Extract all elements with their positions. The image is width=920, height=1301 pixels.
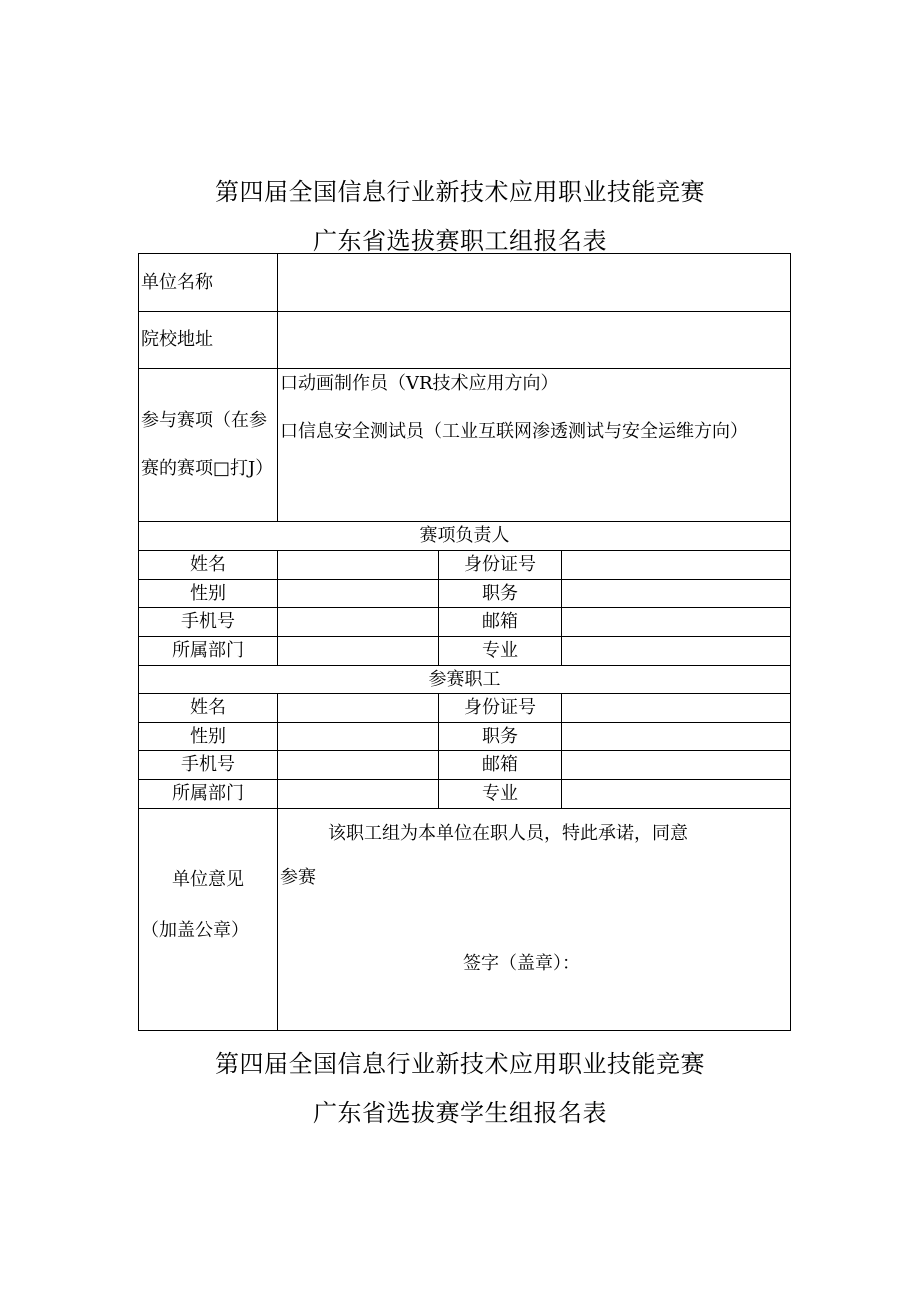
participant-position-label: 职务 bbox=[439, 723, 562, 751]
next-form-title-line1: 第四届全国信息行业新技术应用职业技能竞赛 bbox=[215, 1050, 705, 1078]
participant-position-field[interactable] bbox=[562, 723, 791, 751]
event-label: 参与赛项（在参赛的赛项□打J） bbox=[139, 369, 278, 522]
participant-phone-field[interactable] bbox=[278, 751, 439, 780]
form-title-line2: 广东省选拔赛职工组报名表 bbox=[313, 227, 607, 255]
leader-position-field[interactable] bbox=[562, 580, 791, 608]
participant-name-label: 姓名 bbox=[139, 694, 278, 723]
school-address-field[interactable] bbox=[278, 312, 791, 369]
participant-gender-label: 性别 bbox=[139, 723, 278, 751]
participant-name-field[interactable] bbox=[278, 694, 439, 723]
leader-email-field[interactable] bbox=[562, 608, 791, 637]
participant-department-field[interactable] bbox=[278, 780, 439, 809]
opinion-content-cell bbox=[278, 809, 791, 1031]
participant-gender-field[interactable] bbox=[278, 723, 439, 751]
participant-id-field[interactable] bbox=[562, 694, 791, 723]
leader-department-field[interactable] bbox=[278, 637, 439, 666]
leader-gender-label: 性别 bbox=[139, 580, 278, 608]
unit-name-field[interactable] bbox=[278, 254, 791, 312]
participant-id-label: 身份证号 bbox=[439, 694, 562, 723]
participant-email-field[interactable] bbox=[562, 751, 791, 780]
opinion-sublabel: （加盖公章） bbox=[141, 920, 249, 941]
participant-section-header: 参赛职工 bbox=[139, 666, 791, 694]
participant-major-label: 专业 bbox=[439, 780, 562, 809]
participant-phone-label: 手机号 bbox=[139, 751, 278, 780]
leader-position-label: 职务 bbox=[439, 580, 562, 608]
commitment-line2: 参赛 bbox=[280, 867, 316, 888]
next-form-title-line2: 广东省选拔赛学生组报名表 bbox=[313, 1099, 607, 1127]
event-option-security[interactable]: 口信息安全测试员（工业互联网渗透测试与安全运维方向） bbox=[280, 421, 748, 442]
registration-form-table bbox=[138, 253, 791, 1031]
leader-name-label: 姓名 bbox=[139, 551, 278, 580]
form-title-line1: 第四届全国信息行业新技术应用职业技能竞赛 bbox=[215, 178, 705, 206]
participant-department-label: 所属部门 bbox=[139, 780, 278, 809]
participant-email-label: 邮箱 bbox=[439, 751, 562, 780]
unit-name-label: 单位名称 bbox=[139, 254, 278, 312]
signature-label: 签字（盖章）： bbox=[463, 953, 580, 974]
leader-major-field[interactable] bbox=[562, 637, 791, 666]
event-option-animation[interactable]: 口动画制作员（VR技术应用方向） bbox=[280, 373, 559, 394]
commitment-line1: 该职工组为本单位在职人员，特此承诺，同意 bbox=[328, 823, 688, 844]
leader-gender-field[interactable] bbox=[278, 580, 439, 608]
leader-id-label: 身份证号 bbox=[439, 551, 562, 580]
event-options-cell bbox=[278, 369, 791, 522]
leader-section-header: 赛项负责人 bbox=[139, 522, 791, 551]
participant-major-field[interactable] bbox=[562, 780, 791, 809]
leader-major-label: 专业 bbox=[439, 637, 562, 666]
opinion-label-cell bbox=[139, 809, 278, 1031]
leader-phone-field[interactable] bbox=[278, 608, 439, 637]
leader-email-label: 邮箱 bbox=[439, 608, 562, 637]
school-address-label: 院校地址 bbox=[139, 312, 278, 369]
leader-phone-label: 手机号 bbox=[139, 608, 278, 637]
leader-name-field[interactable] bbox=[278, 551, 439, 580]
leader-department-label: 所属部门 bbox=[139, 637, 278, 666]
opinion-label: 单位意见 bbox=[172, 869, 244, 890]
leader-id-field[interactable] bbox=[562, 551, 791, 580]
